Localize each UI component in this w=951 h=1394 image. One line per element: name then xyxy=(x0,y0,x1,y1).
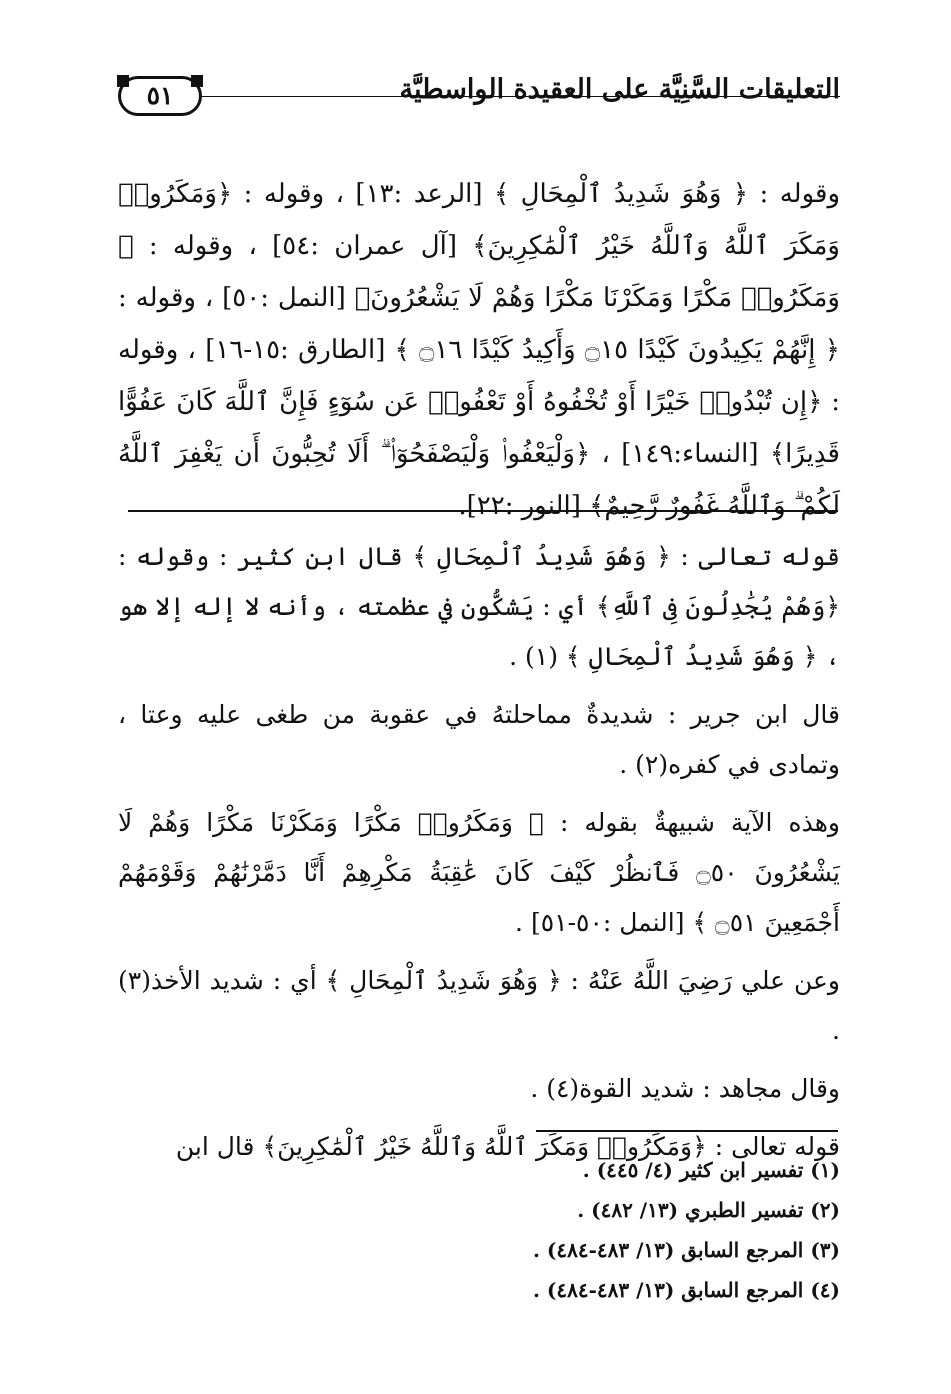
badge-right-cap xyxy=(191,75,203,87)
page-header xyxy=(118,64,840,120)
header-rule xyxy=(188,96,840,97)
book-title: التعليقات السَّنِيَّة على العقيدة الواسطيَّة xyxy=(399,74,840,105)
badge-left-cap xyxy=(117,75,129,87)
page-number: ٥١ xyxy=(146,81,174,110)
footnote: (٤) المرجع السابق (١٣/ ٤٨٣-٤٨٤) . xyxy=(532,1278,840,1302)
commentary-paragraph: قال ابن جرير : شديدةٌ مماحلتهُ في عقوبة من طغى عليه وعتا ، وتمادى في كفره(٢) . xyxy=(118,700,840,779)
commentary-paragraph: وقال مجاهد : شديد القوة(٤) . xyxy=(530,1074,840,1103)
commentary-paragraph: قوله تعالى : ﴿وَمَكَرُوا۟ وَمَكَرَ ٱللَّهُ وَٱللَّهُ خَيْرُ ٱلْمَٰكِرِينَ﴾ قال ابن xyxy=(175,1132,840,1161)
page-number-badge xyxy=(118,76,202,116)
commentary-paragraph: وعن علي رَضِيَ اللَّهُ عَنْهُ : ﴿ وَهُوَ شَدِيدُ ٱلْمِحَالِ ﴾ أي : شديد الأخذ(٣) . xyxy=(118,966,840,1045)
commentary-paragraph: قوله تعالى : ﴿ وَهُوَ شَدِيدُ ٱلْمِحَالِ ﴾ قال ابن كثير : وقوله : ﴿وَهُمْ يُجَٰدِلُونَ فِى ٱللَّهِ﴾ أي : يَشكُّون في عظمته ، وأنه لا إله إلا هو ، ﴿ وَهُوَ شَدِيدُ ٱلْمِحَالِ ﴾ (١) . xyxy=(118,542,840,671)
footnotes xyxy=(300,1150,840,1310)
footnote: (١) تفسير ابن كثير (٤/ ٤٤٥) . xyxy=(582,1158,840,1182)
section-divider xyxy=(128,510,838,512)
commentary-paragraph: وهذه الآية شبيهةٌ بقوله : ﴿ وَمَكَرُوا۟ مَكْرًا وَمَكَرْنَا مَكْرًا وَهُمْ لَا يَشْعُرُونَ ۝٥٠ فَٱنظُرْ كَيْفَ كَانَ عَٰقِبَةُ مَكْرِهِمْ أَنَّا دَمَّرْنَٰهُمْ وَقَوْمَهُمْ أَجْمَعِينَ ۝٥١ ﴾ [النمل :٥٠-٥١] . xyxy=(118,808,840,937)
footnote-rule xyxy=(536,1130,838,1132)
main-text-block xyxy=(118,168,840,532)
main-text: وقوله : ﴿ وَهُوَ شَدِيدُ ٱلْمِحَالِ ﴾ [الرعد :١٣] ، وقوله : ﴿وَمَكَرُوا۟ وَمَكَرَ ٱللَّهُ وَٱللَّهُ خَيْرُ ٱلْمَٰكِرِينَ﴾ [آل عمران :٥٤] ، وقوله : ﴿ وَمَكَرُوا۟ مَكْرًا وَمَكَرْنَا مَكْرًا وَهُمْ لَا يَشْعُرُونَ﴾ [النمل :٥٠] ، وقوله : ﴿ إِنَّهُمْ يَكِيدُونَ كَيْدًا ۝١٥ وَأَكِيدُ كَيْدًا ۝١٦ ﴾ [الطارق :١٥-١٦] ، وقوله : ﴿إِن تُبْدُوا۟ خَيْرًا أَوْ تُخْفُوهُ أَوْ تَعْفُوا۟ عَن سُوٓءٍ فَإِنَّ ٱللَّهَ كَانَ عَفُوًّا قَدِيرًا﴾ [النساء:١٤٩] ، ﴿وَلْيَعْفُوا۟ وَلْيَصْفَحُوٓا۟ ۗ أَلَا تُحِبُّونَ أَن يَغْفِرَ ٱللَّهُ لَكُمْ ۗ وَٱللَّهُ غَفُورٌ رَّحِيمٌ﴾ [النور :٢٢]. xyxy=(118,179,841,521)
footnote: (٣) المرجع السابق (١٣/ ٤٨٣-٤٨٤) . xyxy=(532,1238,840,1262)
footnote: (٢) تفسير الطبري (١٣/ ٤٨٢) . xyxy=(577,1198,840,1222)
commentary-block xyxy=(118,532,840,1180)
